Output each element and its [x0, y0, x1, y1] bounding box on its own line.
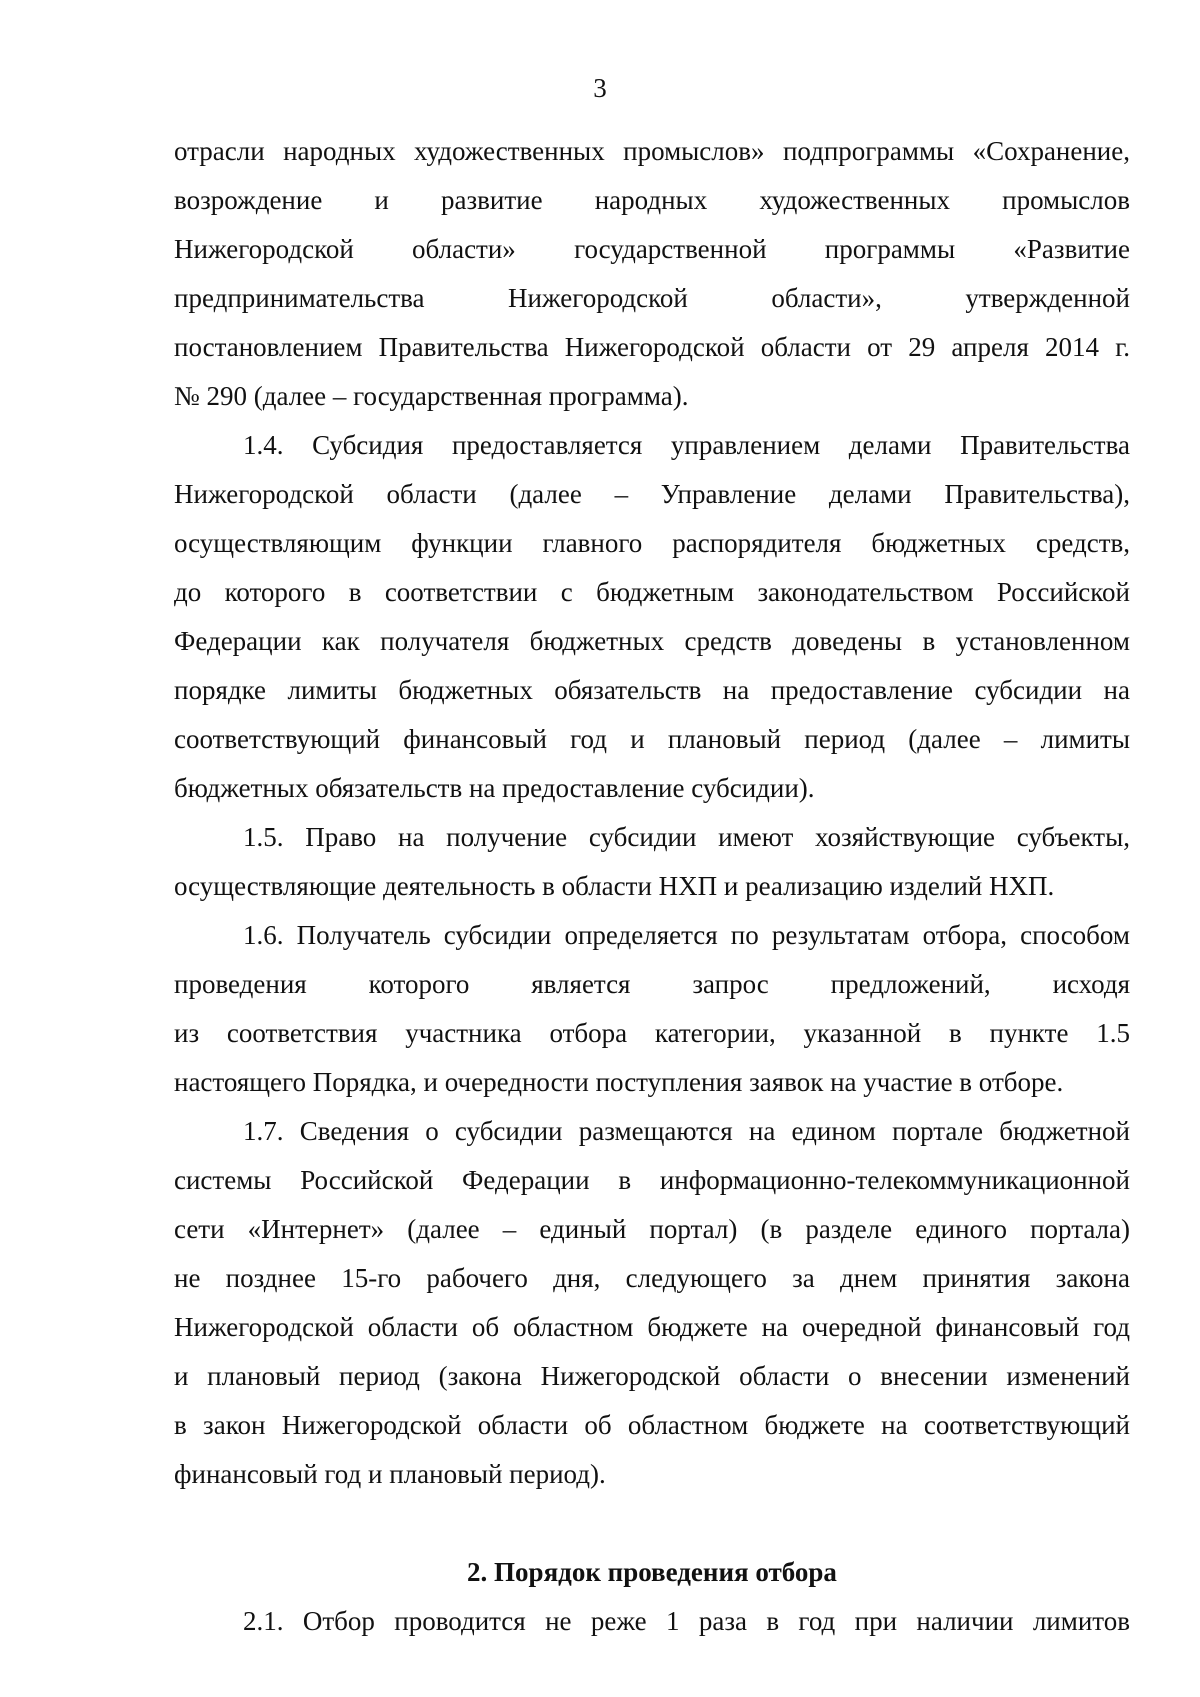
paragraph-line: финансовый год и плановый период). [174, 1459, 606, 1489]
paragraph [174, 1107, 1130, 1499]
paragraph-line: проведения которого является запрос предложений, исходя [174, 969, 1130, 999]
paragraph-line: предпринимательства Нижегородской области», утвержденной [174, 283, 1130, 313]
paragraph-line: Федерации как получателя бюджетных средств доведены в установленном [174, 626, 1130, 656]
paragraph-line: в закон Нижегородской области об областном бюджете на соответствующий [174, 1410, 1130, 1440]
paragraph [174, 1597, 1130, 1646]
paragraphs-before-heading [174, 127, 1130, 1499]
paragraph-line: 2.1. Отбор проводится не реже 1 раза в год при наличии лимитов [243, 1606, 1130, 1636]
paragraph-line: из соответствия участника отбора категории, указанной в пункте 1.5 [174, 1018, 1130, 1048]
section-heading: 2. Порядок проведения отбора [467, 1557, 837, 1587]
document-body [174, 127, 1130, 1646]
paragraph-line: соответствующий финансовый год и плановый период (далее – лимиты [174, 724, 1130, 754]
paragraph-line: 1.6. Получатель субсидии определяется по результатам отбора, способом [243, 920, 1130, 950]
paragraph-line: возрождение и развитие народных художественных промыслов [174, 185, 1130, 215]
paragraph-line: 1.5. Право на получение субсидии имеют хозяйствующие субъекты, [243, 822, 1130, 852]
page-number: 3 [593, 73, 607, 103]
paragraph-line: порядке лимиты бюджетных обязательств на предоставление субсидии на [174, 675, 1130, 705]
paragraph-line: № 290 (далее – государственная программа). [174, 381, 689, 411]
paragraph-line: осуществляющие деятельность в области НХП и реализацию изделий НХП. [174, 871, 1055, 901]
paragraph [174, 813, 1130, 911]
paragraph-line: осуществляющим функции главного распорядителя бюджетных средств, [174, 528, 1130, 558]
paragraph-line: бюджетных обязательств на предоставление субсидии). [174, 773, 815, 803]
paragraph [174, 421, 1130, 813]
paragraph-line: 1.4. Субсидия предоставляется управлением делами Правительства [243, 430, 1130, 460]
paragraph-line: отрасли народных художественных промыслов» подпрограммы «Сохранение, [174, 136, 1130, 166]
paragraph-line: не позднее 15-го рабочего дня, следующего за днем принятия закона [174, 1263, 1130, 1293]
paragraph-line: сети «Интернет» (далее – единый портал) (в разделе единого портала) [174, 1214, 1130, 1244]
paragraph-line: постановлением Правительства Нижегородской области от 29 апреля 2014 г. [174, 332, 1130, 362]
paragraph-line: системы Российской Федерации в информационно-телекоммуникационной [174, 1165, 1130, 1195]
paragraph-line: Нижегородской области об областном бюджете на очередной финансовый год [174, 1312, 1130, 1342]
paragraph-line: 1.7. Сведения о субсидии размещаются на едином портале бюджетной [243, 1116, 1130, 1146]
paragraph-line: и плановый период (закона Нижегородской области о внесении изменений [174, 1361, 1130, 1391]
paragraph [174, 127, 1130, 421]
paragraph-line: настоящего Порядка, и очередности поступления заявок на участие в отборе. [174, 1067, 1064, 1097]
paragraph-line: Нижегородской области (далее – Управление делами Правительства), [174, 479, 1130, 509]
paragraph [174, 911, 1130, 1107]
paragraph-line: до которого в соответствии с бюджетным законодательством Российской [174, 577, 1130, 607]
section-paragraphs [174, 1597, 1130, 1646]
paragraph-line: Нижегородской области» государственной программы «Развитие [174, 234, 1130, 264]
